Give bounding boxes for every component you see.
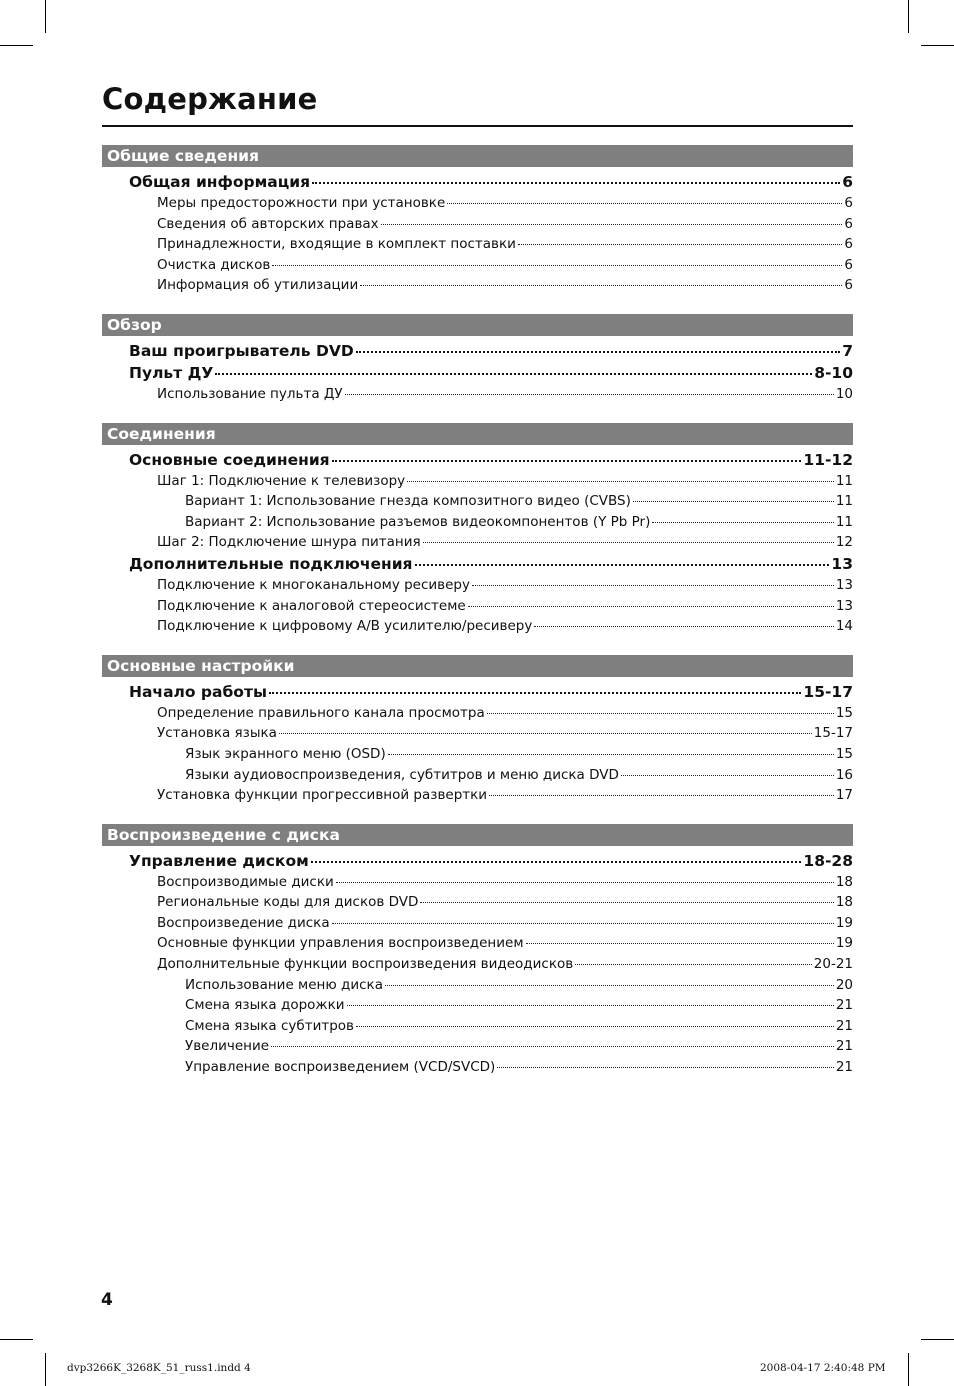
dot-leader xyxy=(279,733,812,734)
toc-entry[interactable] xyxy=(102,1038,853,1059)
toc-entry[interactable] xyxy=(102,386,853,407)
table-of-contents xyxy=(102,145,853,1096)
toc-entry-page: 13 xyxy=(835,597,853,614)
toc-section xyxy=(102,145,853,298)
toc-entry-page: 15 xyxy=(835,745,853,762)
section-heading: Общие сведения xyxy=(102,145,853,167)
toc-entry[interactable] xyxy=(102,216,853,237)
dot-leader xyxy=(311,861,802,863)
toc-entry-page: 20-21 xyxy=(813,956,853,973)
dot-leader xyxy=(575,964,812,965)
toc-entry-label: Основные соединения xyxy=(129,450,330,469)
dot-leader xyxy=(356,1026,834,1027)
toc-entry-label: Вариант 1: Использование гнезда композитного видео (CVBS) xyxy=(185,493,631,510)
toc-entry-page: 21 xyxy=(835,997,853,1014)
dot-leader xyxy=(312,182,840,184)
dot-leader xyxy=(652,522,833,523)
toc-entry[interactable] xyxy=(102,894,853,915)
dot-leader xyxy=(332,923,834,924)
toc-entry[interactable] xyxy=(102,997,853,1018)
dot-leader xyxy=(356,351,841,353)
toc-entry-label: Увеличение xyxy=(185,1038,270,1055)
dot-leader xyxy=(472,585,834,586)
toc-entry-label: Языки аудиовоспроизведения, субтитров и меню диска DVD xyxy=(185,766,619,783)
toc-entry-label: Ваш проигрыватель DVD xyxy=(129,341,354,360)
toc-entry-label: Определение правильного канала просмотра xyxy=(157,704,485,721)
toc-entry-label: Общая информация xyxy=(129,173,311,191)
toc-entry-page: 15-17 xyxy=(803,682,853,701)
dot-leader xyxy=(487,713,834,714)
toc-entry[interactable] xyxy=(102,277,853,298)
dot-leader xyxy=(489,795,834,796)
toc-entry[interactable] xyxy=(102,195,853,216)
toc-entry-label: Шаг 1: Подключение к телевизору xyxy=(157,472,406,489)
toc-entry-label: Подключение к многоканальному ресиверу xyxy=(157,576,470,593)
footer-file-name: dvp3266K_3268K_51_russ1.indd 4 xyxy=(67,1362,251,1374)
toc-entry[interactable] xyxy=(102,577,853,598)
toc-entry[interactable] xyxy=(102,598,853,619)
toc-entry-page: 16 xyxy=(835,766,853,783)
dot-leader xyxy=(345,394,834,395)
dot-leader xyxy=(518,244,842,245)
toc-entry-page: 6 xyxy=(844,256,853,273)
toc-entry-page: 12 xyxy=(835,534,853,551)
dot-leader xyxy=(388,754,834,755)
dot-leader xyxy=(420,902,833,903)
dot-leader xyxy=(621,775,834,776)
toc-entry-page: 18 xyxy=(835,894,853,911)
toc-section xyxy=(102,423,853,639)
toc-entry[interactable] xyxy=(102,257,853,278)
dot-leader xyxy=(269,692,801,694)
dot-leader xyxy=(447,203,842,204)
toc-entry[interactable] xyxy=(102,746,853,767)
dot-leader xyxy=(360,285,842,286)
toc-entry[interactable] xyxy=(102,705,853,726)
toc-entry[interactable] xyxy=(102,1059,853,1080)
toc-entry-page: 6 xyxy=(844,277,853,294)
page-number: 4 xyxy=(101,1290,113,1310)
toc-entry-page: 11 xyxy=(835,472,853,489)
toc-entry[interactable] xyxy=(102,493,853,514)
section-heading: Воспроизведение с диска xyxy=(102,824,853,846)
toc-entry[interactable] xyxy=(102,555,853,577)
toc-entry-label: Смена языка дорожки xyxy=(185,997,345,1014)
toc-entry-page: 19 xyxy=(835,914,853,931)
dot-leader xyxy=(332,460,802,462)
dot-leader xyxy=(347,1005,834,1006)
toc-entry-page: 6 xyxy=(844,195,853,211)
toc-entry[interactable] xyxy=(102,534,853,555)
toc-entry-label: Очистка дисков xyxy=(157,256,271,273)
toc-entry[interactable] xyxy=(102,852,853,874)
toc-entry-label: Пульт ДУ xyxy=(129,363,214,382)
toc-entry[interactable] xyxy=(102,977,853,998)
toc-entry[interactable] xyxy=(102,473,853,494)
section-heading: Основные настройки xyxy=(102,655,853,677)
toc-entry[interactable] xyxy=(102,725,853,746)
dot-leader xyxy=(633,501,834,502)
section-heading: Соединения xyxy=(102,423,853,445)
toc-entry-label: Установка языка xyxy=(157,725,277,742)
toc-entry-label: Региональные коды для дисков DVD xyxy=(157,894,419,911)
toc-entry-page: 18-28 xyxy=(803,851,853,870)
toc-entry-label: Воспроизводимые диски xyxy=(157,873,334,890)
toc-entry-page: 11 xyxy=(835,493,853,510)
toc-entry[interactable] xyxy=(102,935,853,956)
toc-entry-page: 15-17 xyxy=(813,725,853,742)
toc-entry[interactable] xyxy=(102,342,853,364)
dot-leader xyxy=(336,882,834,883)
toc-section xyxy=(102,314,853,407)
toc-entry-page: 14 xyxy=(835,618,853,635)
toc-entry-page: 17 xyxy=(835,787,853,804)
toc-entry-label: Сведения об авторских правах xyxy=(157,215,379,232)
toc-entry-label: Дополнительные подключения xyxy=(129,554,413,573)
dot-leader xyxy=(272,265,842,266)
toc-entry-label: Использование меню диска xyxy=(185,976,383,993)
toc-entry-page: 15 xyxy=(835,704,853,721)
toc-entry-page: 8-10 xyxy=(814,363,853,382)
dot-leader xyxy=(381,224,843,225)
toc-entry[interactable] xyxy=(102,767,853,788)
dot-leader xyxy=(534,626,833,627)
toc-entry-label: Основные функции управления воспроизведением xyxy=(157,935,524,952)
toc-entry-page: 13 xyxy=(831,554,853,573)
toc-entry-label: Управление диском xyxy=(129,851,309,870)
toc-entry-label: Язык экранного меню (OSD) xyxy=(185,745,386,762)
toc-entry-label: Подключение к аналоговой стереосистеме xyxy=(157,597,466,614)
toc-entry-label: Принадлежности, входящие в комплект поставки xyxy=(157,236,516,253)
toc-entry-page: 11 xyxy=(835,513,853,530)
toc-entry-label: Меры предосторожности при установке xyxy=(157,195,446,211)
dot-leader xyxy=(215,373,812,375)
crop-mark xyxy=(45,0,46,33)
toc-entry-label: Смена языка субтитров xyxy=(185,1017,355,1034)
toc-entry[interactable] xyxy=(102,787,853,808)
toc-entry[interactable] xyxy=(102,173,853,195)
title-rule xyxy=(102,125,853,127)
toc-entry[interactable] xyxy=(102,618,853,639)
toc-entry-label: Начало работы xyxy=(129,682,267,701)
crop-mark xyxy=(0,45,33,46)
toc-entry-page: 6 xyxy=(842,173,853,191)
toc-entry-label: Управление воспроизведением (VCD/SVCD) xyxy=(185,1059,496,1076)
toc-entry[interactable] xyxy=(102,915,853,936)
toc-entry[interactable] xyxy=(102,451,853,473)
toc-entry-page: 6 xyxy=(844,215,853,232)
toc-entry-label: Воспроизведение диска xyxy=(157,914,330,931)
toc-entry[interactable] xyxy=(102,1018,853,1039)
toc-entry[interactable] xyxy=(102,956,853,977)
toc-entry[interactable] xyxy=(102,514,853,535)
dot-leader xyxy=(271,1046,834,1047)
crop-mark xyxy=(921,45,954,46)
crop-mark xyxy=(0,1339,33,1340)
crop-mark xyxy=(45,1353,46,1386)
dot-leader xyxy=(423,542,834,543)
toc-entry[interactable] xyxy=(102,364,853,386)
toc-entry[interactable] xyxy=(102,683,853,705)
page-title: Содержание xyxy=(102,82,318,116)
toc-entry-page: 21 xyxy=(835,1017,853,1034)
crop-mark xyxy=(908,0,909,33)
toc-entry-label: Использование пульта ДУ xyxy=(157,385,343,402)
toc-entry-label: Информация об утилизации xyxy=(157,277,359,294)
dot-leader xyxy=(415,564,830,566)
section-heading: Обзор xyxy=(102,314,853,336)
toc-entry-page: 7 xyxy=(842,341,853,360)
toc-entry-label: Шаг 2: Подключение шнура питания xyxy=(157,534,421,551)
dot-leader xyxy=(407,481,834,482)
toc-entry-page: 6 xyxy=(844,236,853,253)
toc-entry-page: 13 xyxy=(835,576,853,593)
toc-entry-page: 21 xyxy=(835,1059,853,1076)
toc-entry-label: Вариант 2: Использование разъемов видеокомпонентов (Y Pb Pr) xyxy=(185,513,651,530)
toc-entry[interactable] xyxy=(102,236,853,257)
toc-section xyxy=(102,655,853,808)
toc-entry[interactable] xyxy=(102,874,853,895)
toc-entry-page: 10 xyxy=(835,385,853,402)
dot-leader xyxy=(468,606,834,607)
crop-mark xyxy=(921,1339,954,1340)
dot-leader xyxy=(526,943,834,944)
toc-entry-label: Подключение к цифровому A/B усилителю/ресиверу xyxy=(157,618,533,635)
toc-entry-page: 11-12 xyxy=(803,450,853,469)
toc-entry-page: 21 xyxy=(835,1038,853,1055)
footer-timestamp: 2008-04-17 2:40:48 PM xyxy=(760,1362,886,1374)
toc-entry-page: 19 xyxy=(835,935,853,952)
toc-entry-page: 20 xyxy=(835,976,853,993)
toc-section xyxy=(102,824,853,1080)
toc-entry-label: Дополнительные функции воспроизведения видеодисков xyxy=(157,956,574,973)
dot-leader xyxy=(497,1067,834,1068)
toc-entry-label: Установка функции прогрессивной развертки xyxy=(157,787,488,804)
dot-leader xyxy=(385,985,834,986)
toc-entry-page: 18 xyxy=(835,873,853,890)
crop-mark xyxy=(908,1353,909,1386)
